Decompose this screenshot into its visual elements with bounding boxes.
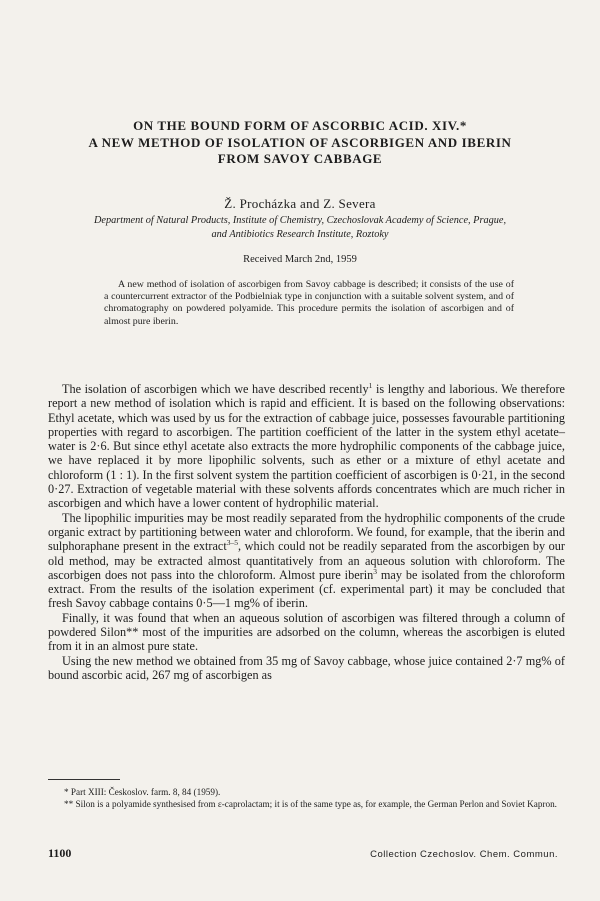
paragraph-1-text-a: The isolation of ascorbigen which we have described recently — [62, 382, 369, 396]
body-text — [48, 382, 565, 682]
reference-mark: 3–5 — [226, 538, 239, 548]
reference-mark: 3 — [373, 566, 377, 576]
authors: Ž. Procházka and Z. Severa — [224, 196, 376, 211]
paragraph-1 — [48, 382, 565, 511]
journal-name: Collection Czechoslov. Chem. Commun. — [370, 849, 558, 860]
paragraph-3: Finally, it was found that when an aqueous solution of ascorbigen was filtered through a column of powdered Silon** most of the impurities are adsorbed on the column, whereas the ascorbigen is eluted from it in an almost pure state. — [48, 610, 565, 654]
page-number: 1100 — [48, 846, 72, 860]
title-line-1: ON THE BOUND FORM OF ASCORBIC ACID. XIV.* — [133, 118, 467, 133]
affiliation-line-1: Department of Natural Products, Institute of Chemistry, Czechoslovak Academy of Science, Prague, — [93, 215, 507, 226]
footnotes — [48, 786, 565, 810]
footnote-1: * Part XIII: Českoslov. farm. 8, 84 (1959). — [64, 787, 221, 797]
paper-title — [40, 118, 560, 168]
abstract: A new method of isolation of ascorbigen from Savoy cabbage is described; it consists of the use of a countercurrent extractor of the Podbielniak type in conjunction with a suitable solvent system, and of chromatography on powdered polyamide. This procedure permits the isolation of ascorbigen and of almost pure iberin. — [104, 279, 514, 327]
paragraph-4: Using the new method we obtained from 35 mg of Savoy cabbage, whose juice contained 2·7 mg% of bound ascorbic acid, 267 mg of ascorbigen as — [48, 653, 565, 682]
paragraph-2 — [48, 511, 565, 611]
affiliation-line-2: and Antibiotics Research Institute, Roztoky — [211, 229, 389, 240]
footnote-divider — [48, 779, 120, 780]
received-date: Received March 2nd, 1959 — [243, 254, 357, 265]
title-line-3: FROM SAVOY CABBAGE — [217, 151, 383, 166]
affiliation — [50, 214, 550, 242]
paragraph-2-text-b: , which could not be readily separated from the ascorbigen by our old method, may be extracted almost quantitatively from an aqueous solution with chloroform. The ascorbigen does not pass into the chloroform. Almost pure iberin — [48, 539, 565, 582]
paragraph-2-text-c: may be isolated from the chloroform extract. From the results of the isolation experiment (cf. experimental part) it may be concluded that fresh Savoy cabbage contains 0·5—1 mg% of iberin. — [48, 567, 566, 611]
footnote-2: ** Silon is a polyamide synthesised from ε-caprolactam; it is of the same type as, for example, the German Perlon and Soviet Kapron. — [64, 799, 557, 809]
reference-mark: 1 — [368, 380, 373, 390]
title-line-2: A NEW METHOD OF ISOLATION OF ASCORBIGEN AND IBERIN — [88, 134, 512, 150]
paragraph-1-text-b: is lengthy and laborious. We therefore report a new method of isolation which is rapid and efficient. It is based on the following observations: Ethyl acetate, which was used by us for the extraction of cabbage juice, possesses favourable partitioning properties with regard to ascorbigen. The partition coefficient of the latter in the system ethyl acetate–water is 2·6. But since ethyl acetate also extracts the more hydrophilic components of the cabbage juice, we have replaced it by more lipophilic solvents, such as ether or a mixture of ethyl acetate and chloroform (1 : 1). In the first solvent system the partition coefficient of ascorbigen is 0·21, in the second 0·27. Extraction of vegetable material with these solvents affords concentrates which are much richer in ascorbigen and which have a lower content of hydrophilic material. — [48, 382, 565, 511]
paragraph-2-text-a: The lipophilic impurities may be most readily separated from the hydrophilic components of the crude organic extract by partitioning between water and chloroform. We found, for example, that the iberin and sulphoraphane present in the extract — [48, 510, 565, 554]
